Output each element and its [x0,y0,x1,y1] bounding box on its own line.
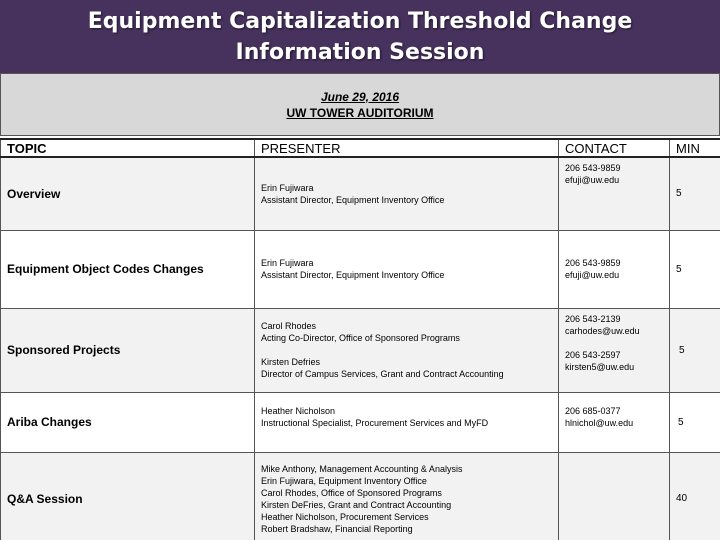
minutes-cell: 40 [670,452,720,540]
presenter-line: Mike Anthony, Management Accounting & Analysis [261,463,463,474]
presenter-line: Erin Fujiwara, Equipment Inventory Office [261,475,427,486]
presenter-title: Director of Campus Services, Grant and Contract Accounting [261,369,504,379]
minutes-cell: 5 [670,392,720,452]
spacer [565,337,663,349]
title-banner [0,0,720,73]
table-row [1,157,720,230]
contact-phone: 206 543-9859 [565,163,621,173]
table-row [1,308,720,392]
presenter-name: Heather Nicholson [261,405,336,416]
table-row [1,452,720,540]
contact-cell [559,452,670,540]
presenter-title: Instructional Specialist, Procurement Services and MyFD [261,417,489,428]
presenter-line: Kirsten DeFries, Grant and Contract Accounting [261,499,452,510]
contact-cell [559,392,670,452]
table-header-row [1,139,720,157]
contact-phone: 206 685-0377 [565,405,621,416]
presenter-line: Heather Nicholson, Procurement Services [261,511,429,522]
presenter-cell [255,308,559,392]
topic-cell: Sponsored Projects [1,308,255,392]
presenter-name: Erin Fujiwara [261,182,314,193]
contact-phone: 206 543-9859 [565,258,621,268]
topic-cell: Q&A Session [1,452,255,540]
presenter-title: Assistant Director, Equipment Inventory Office [261,194,445,205]
presenter-title: Assistant Director, Equipment Inventory Office [261,270,445,280]
presenter-name: Carol Rhodes [261,321,317,331]
page-title-line-1: Equipment Capitalization Threshold Change [87,8,633,34]
contact-email: efuji@uw.edu [565,270,620,280]
minutes-cell: 5 [670,308,720,392]
contact-phone: 206 543-2139 [565,313,621,324]
contact-email: carhodes@uw.edu [565,325,640,336]
table-row [1,392,720,452]
table-row [1,230,720,308]
presenter-cell [255,230,559,308]
presenter-cell [255,392,559,452]
contact-phone: 206 543-2597 [565,349,621,360]
contact-email: efuji@uw.edu [565,175,620,185]
header-contact: CONTACT [559,139,670,157]
contact-cell [559,157,670,230]
spacer [261,344,552,356]
header-presenter: PRESENTER [255,139,559,157]
presenter-line: Carol Rhodes, Office of Sponsored Programs [261,487,442,498]
agenda-table [0,138,720,540]
presenter-name: Erin Fujiwara [261,258,314,268]
page-title-line-2: Information Session [235,39,485,65]
presenter-cell [255,157,559,230]
session-date: June 29, 2016 [320,89,400,104]
session-info-box [0,73,720,136]
minutes-cell: 5 [670,157,720,230]
presenter-line: Robert Bradshaw, Financial Reporting [261,523,413,534]
presenter-name: Kirsten Defries [261,357,321,367]
contact-email: hlnichol@uw.edu [565,417,634,428]
contact-cell [559,308,670,392]
contact-cell [559,230,670,308]
session-venue: UW TOWER AUDITORIUM [286,105,434,120]
minutes-cell: 5 [670,230,720,308]
topic-cell: Overview [1,157,255,230]
header-min: MIN [670,139,720,157]
topic-cell: Equipment Object Codes Changes [1,230,255,308]
presenter-cell [255,452,559,540]
header-topic: TOPIC [1,139,255,157]
contact-email: kirsten5@uw.edu [565,361,635,372]
presenter-title: Acting Co-Director, Office of Sponsored Programs [261,333,460,343]
topic-cell: Ariba Changes [1,392,255,452]
